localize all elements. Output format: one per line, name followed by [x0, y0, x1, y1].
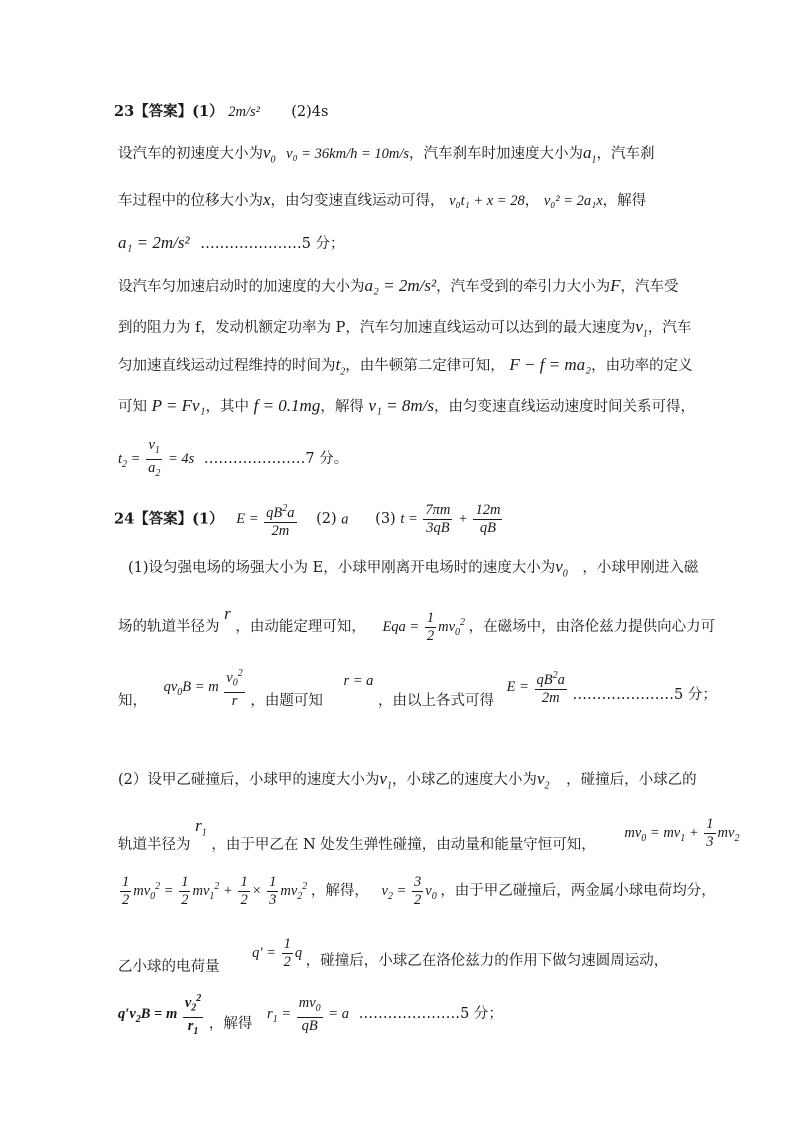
equation-E-result: E = $\frac{qB^2a}{2m}$ [507, 679, 573, 695]
score-5: …………………5 分； [358, 1006, 503, 1023]
q23-para-line-1 [118, 144, 655, 169]
text: 车过程中的位移大小为 [118, 193, 263, 209]
equation-r1-result: $r_1$ = $\frac{mv_0}{qB}$ = a [267, 994, 353, 1034]
q23-para-line-6 [118, 356, 693, 381]
var-a1: $a_1$ [583, 143, 597, 166]
var-v1: $v_1$ [379, 769, 392, 792]
equation-a2: a₂ = 2m/s² [364, 276, 437, 295]
text: ，碰撞后，小球乙在洛伦兹力的作用下做匀速圆周运动， [305, 952, 669, 969]
q24-sol-line-6 [118, 874, 716, 909]
var-x: x [263, 190, 271, 209]
score-5: …………………5 分； [572, 686, 717, 703]
text: ，由以上各式可得 [378, 692, 495, 709]
text: ，汽车受到的牵引力大小为 [436, 279, 611, 295]
q23-para-line-4 [118, 277, 679, 296]
q24-sol-line-1 [128, 558, 698, 583]
var-v1: $v_1$ [635, 317, 648, 340]
text: ，汽车刹车时加速度大小为 [409, 146, 584, 162]
q24-answer-2-label: (2) [316, 511, 337, 528]
q24-answer-line [114, 500, 504, 540]
text: ，由功率的定义 [591, 358, 693, 374]
score-7: …………………7 分。 [203, 450, 349, 467]
equation-kinetic-energy: Eqa = $\frac{1}{2}$ $mv_0^2$ [382, 610, 466, 644]
q23-para-line-2: 车过程中的位移大小为x，由匀变速直线运动可得， v₀t₁ + x = 28， v₀² = 2a₁x，解得 [118, 190, 647, 209]
text: ，由匀变速直线运动速度时间关系可得， [434, 399, 695, 415]
equation-charge: q′ = $\frac{1}{2}$ q [252, 936, 306, 970]
q23-para-line-8 [118, 437, 348, 482]
equation-power: P = Fv₁ [151, 396, 206, 415]
var-r1: $r_1$ [195, 815, 207, 839]
equation-v0: v₀ = 36km/h = 10m/s [286, 146, 410, 162]
text: ，由题可知 [250, 692, 323, 709]
var-v0: $v_0$ [555, 557, 568, 580]
text: 设汽车的初速度大小为 [118, 146, 263, 162]
q23-para-line-7 [118, 397, 695, 416]
equation-friction: f = 0.1mg [253, 396, 321, 415]
var-v2: $v_2$ [536, 769, 550, 792]
equation-momentum: $mv_0 = mv_1$ + $\frac{1}{3}$ $mv_2$ [624, 816, 740, 850]
q24-answer-3-label: (3) [375, 511, 396, 528]
text: ，解得 [602, 193, 647, 209]
equation-a1-result: a₁ = 2m/s² [118, 233, 190, 252]
equation-newton-second-law: F − f = ma₂ [509, 355, 592, 374]
equation-energy: $\frac{1}{2}$ $mv_0^2$ = $\frac{1}{2}$ $mv_1^2$ + $\frac{1}{2}$ × $\frac{1}{3}$ $mv_2^2$ [122, 874, 308, 908]
text: ，由于甲乙碰撞后，两金属小球电荷均分， [440, 882, 716, 899]
q23-para-line-5 [118, 318, 691, 343]
equation-velocity-squared: v₀² = 2a₁x [543, 193, 603, 209]
q23-answer-line [114, 103, 328, 121]
text: 乙小球的电荷量 [118, 958, 220, 975]
var-v0: $v_0$ [263, 143, 276, 166]
q24-answer-2: a [341, 511, 349, 528]
q23-header: 23【答案】(1） [114, 103, 224, 120]
q24-sol-line-3 [118, 665, 717, 710]
var-r: r [224, 603, 231, 623]
text: ，在磁场中，由洛伦兹力提供向心力可 [468, 618, 716, 635]
text: 设汽车匀加速启动时的加速度的大小为 [118, 279, 365, 295]
equation-r-equals-a: r = a [343, 672, 374, 689]
equation-v1-result: v₁ = 8m/s [368, 396, 434, 415]
score-5: …………………5 分； [200, 236, 345, 252]
text: (2）设甲乙碰撞后，小球甲的速度大小为 [118, 772, 380, 788]
q24-sol-line-5 [118, 816, 739, 851]
text: 轨道半径为 [118, 836, 191, 853]
equation-v2-result: $v_2$ = $\frac{3}{2}$ $v_0$ [381, 874, 437, 908]
text: (1)设匀强电场的场强大小为 E，小球甲刚离开电场时的速度大小为 [128, 560, 556, 576]
text: ，小球甲刚进入磁 [582, 560, 699, 576]
var-F: F [610, 276, 621, 295]
q23-para-line-3 [118, 234, 345, 253]
q24-sol-line-7 [118, 936, 669, 975]
text: ，由于甲乙在 N 处发生弹性碰撞，由动量和能量守恒可知， [211, 836, 596, 853]
text: ，由牛顿第二定律可知， [345, 358, 505, 374]
text: 到的阻力为 f，发动机额定功率为 P，汽车匀加速直线运动可以达到的最大速度为 [118, 320, 636, 336]
text: ，汽车 [647, 320, 692, 336]
text: 知， [118, 692, 147, 709]
text: ，其中 [205, 399, 249, 415]
text: ，由匀变速直线运动可得， [270, 193, 445, 209]
text: ，汽车刹 [596, 146, 655, 162]
text: ，解得 [208, 1016, 253, 1033]
text: ，解得， [310, 882, 369, 899]
text: ，由动能定理可知， [235, 618, 366, 635]
text: ，碰撞后，小球乙的 [566, 772, 697, 788]
text: 可知 [118, 399, 147, 415]
q24-answer-3: t = $\frac{7\pi m}{3qB}$ + $\frac{12m}{qB}$ [400, 502, 501, 537]
equation-t2: $t_2$ = $\frac{v_1}{a_2}$ = 4s [118, 437, 198, 479]
var-t2: $t_2$ [335, 355, 346, 378]
text: ，解得 [320, 399, 364, 415]
text: 场的轨道半径为 [118, 618, 220, 635]
q23-answer-1: 2m/s² [228, 104, 260, 120]
equation-lorentz-force: $qv_0B = m$ $\frac{v_0^2}{r}$ [164, 679, 251, 695]
equation-lorentz-force-2: $q'v_2B = m$ $\frac{v_2^2}{r_1}$ [118, 1006, 209, 1022]
q24-sol-line-2 [118, 603, 716, 645]
equation-displacement: v₀t₁ + x = 28 [449, 193, 525, 209]
q24-answer-1: E = $\frac{qB^2a}{2m}$ [236, 511, 302, 527]
text: ，汽车受 [620, 279, 679, 295]
text: 匀加速直线运动过程维持的时间为 [118, 358, 336, 374]
q24-sol-line-8 [118, 990, 503, 1040]
q24-header: 24【答案】(1） [114, 510, 224, 528]
q24-sol-line-4 [118, 770, 697, 795]
q23-answer-2: (2)4s [291, 104, 329, 120]
text: ，小球乙的速度大小为 [391, 772, 537, 788]
